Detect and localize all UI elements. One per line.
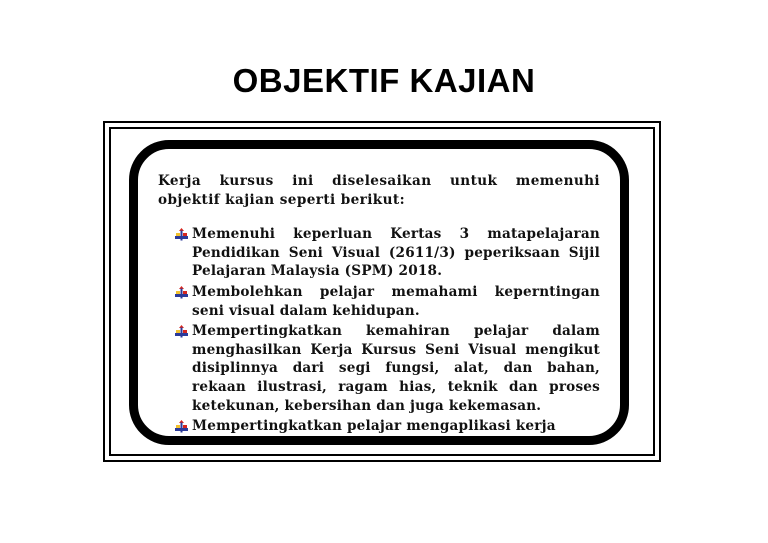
list-item: [158, 322, 600, 415]
list-item-text: Membolehkan pelajar memahami keperntingan seni visual dalam kehidupan.: [192, 283, 600, 319]
arrow-cross-bullet-icon: [175, 228, 188, 241]
page-title: OBJEKTIF KAJIAN: [232, 62, 536, 99]
objective-list: [158, 225, 600, 436]
list-item-text: Mempertingkatkan pelajar mengaplikasi kerja: [192, 418, 556, 435]
arrow-cross-bullet-icon: [175, 286, 188, 299]
list-item: [158, 417, 600, 436]
list-item-text: Memenuhi keperluan Kertas 3 matapelajaran Pendidikan Seni Visual (2611/3) peperiksaan Sijil Pelajaran Malaysia (SPM) 2018.: [192, 226, 600, 280]
content-body: [158, 172, 600, 438]
intro-text: Kerja kursus ini diselesaikan untuk memenuhi objektif kajian seperti berikut:: [158, 173, 600, 208]
list-item: [158, 225, 600, 281]
arrow-cross-bullet-icon: [175, 420, 188, 433]
arrow-cross-bullet-icon: [175, 325, 188, 338]
content-box: [129, 140, 629, 445]
list-item-text: Mempertingkatkan kemahiran pelajar dalam menghasilkan Kerja Kursus Seni Visual mengikut disiplinnya dari segi fungsi, alat, dan bahan, rekaan ilustrasi, ragam hias, teknik dan proses ketekunan, kebersihan dan juga kekemasan.: [192, 323, 600, 414]
list-item: [158, 283, 600, 320]
